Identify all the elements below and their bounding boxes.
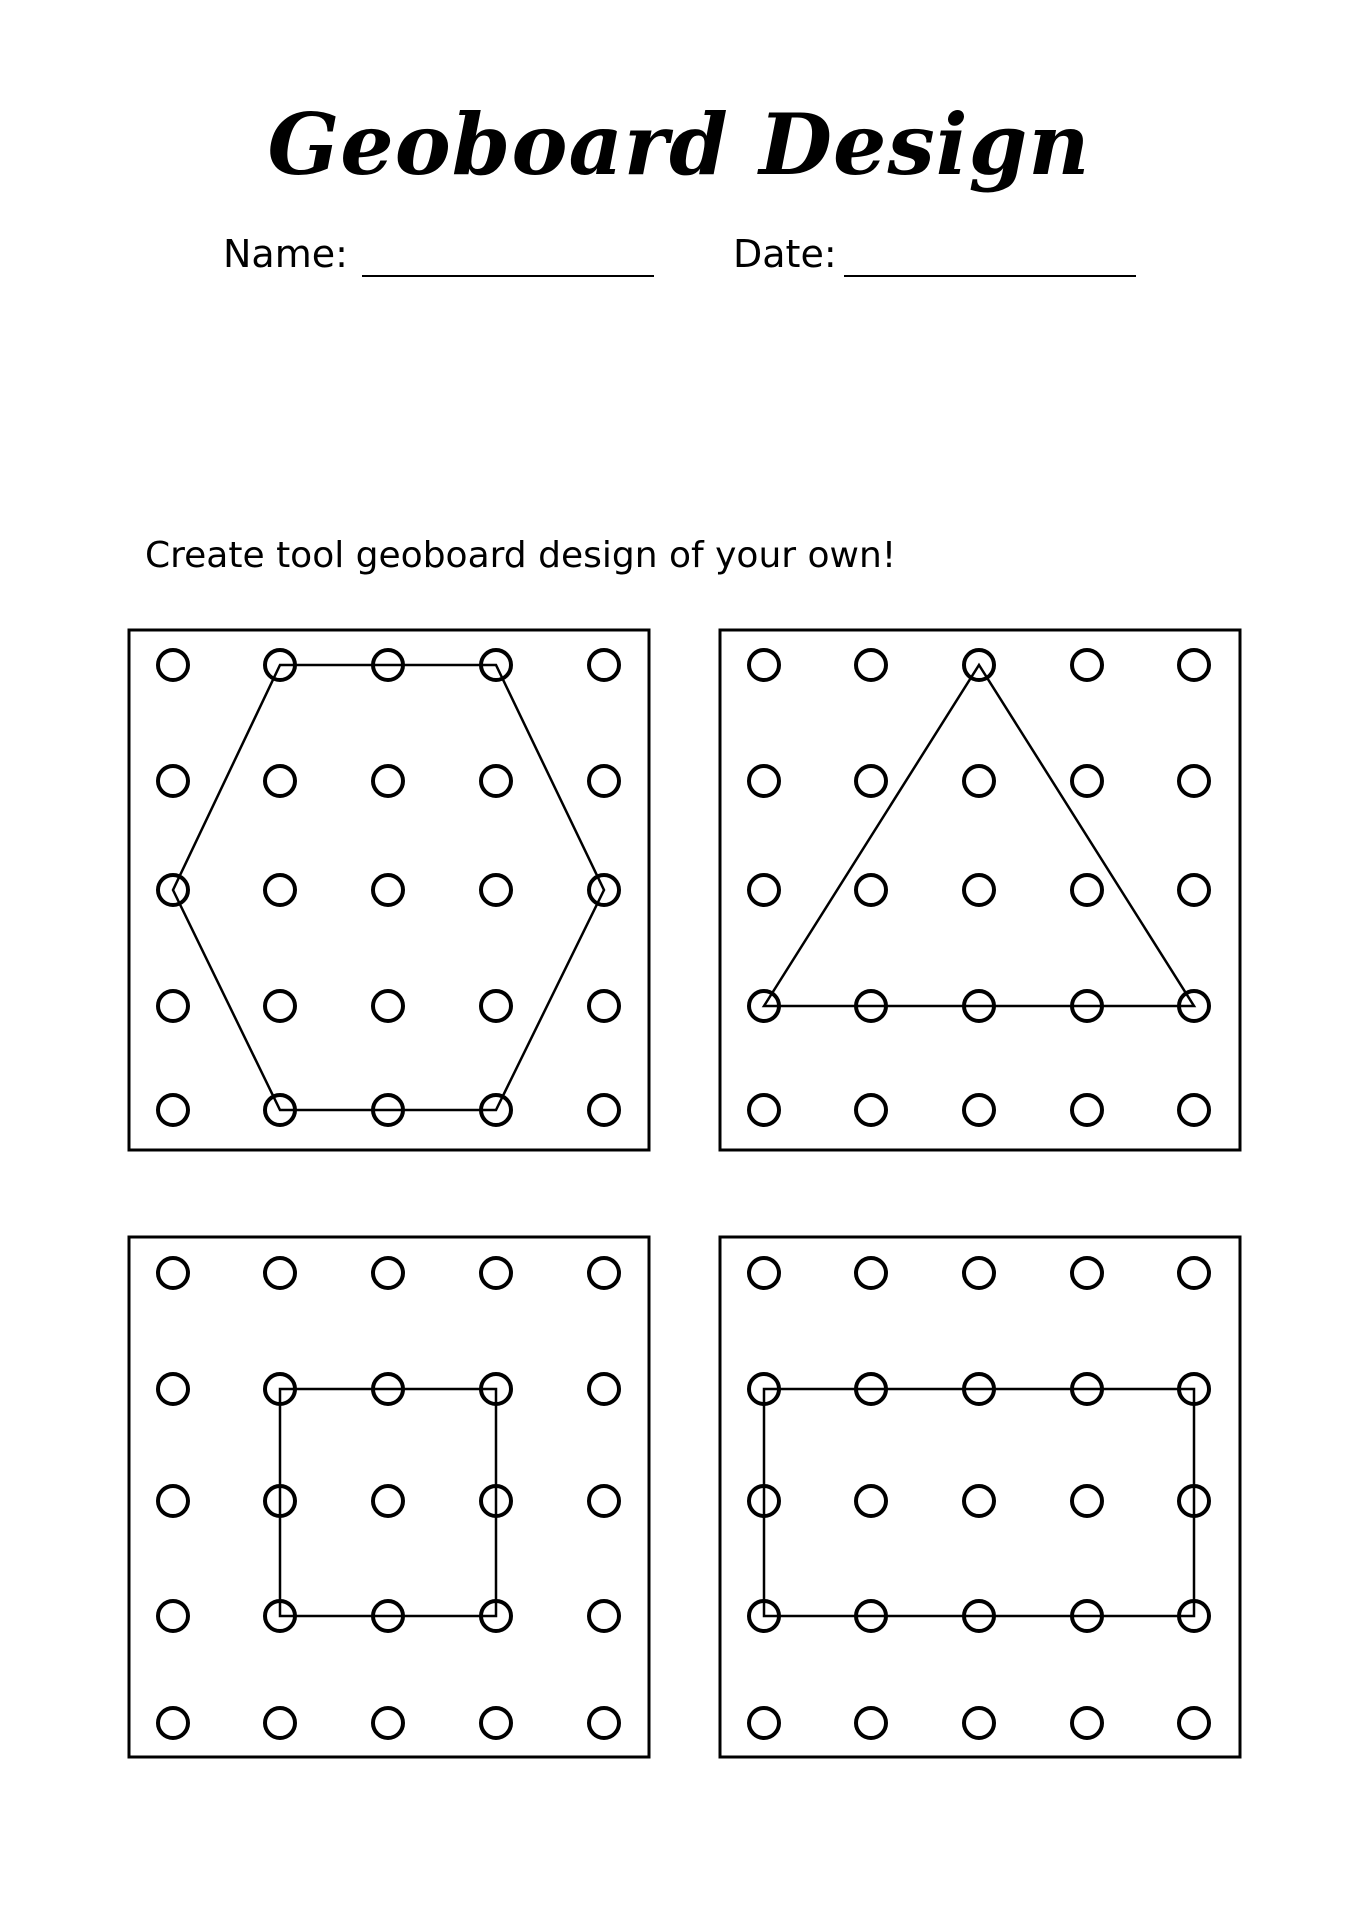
geoboard-peg[interactable] (964, 1486, 994, 1516)
geoboard-frame (720, 1237, 1240, 1757)
date-label: Date: (733, 232, 837, 276)
geoboard-peg[interactable] (749, 766, 779, 796)
geoboard-peg[interactable] (265, 991, 295, 1021)
geoboard-peg[interactable] (158, 766, 188, 796)
geoboard-peg[interactable] (856, 1095, 886, 1125)
geoboard-peg[interactable] (373, 1486, 403, 1516)
geoboard-peg[interactable] (749, 1258, 779, 1288)
geoboard-peg[interactable] (1179, 766, 1209, 796)
geoboard-peg[interactable] (481, 1258, 511, 1288)
geoboard-peg[interactable] (589, 1258, 619, 1288)
geoboard-peg[interactable] (1072, 1095, 1102, 1125)
page-title: Geoboard Design (267, 95, 1091, 194)
geoboard-peg[interactable] (589, 766, 619, 796)
geoboard-frame (720, 630, 1240, 1150)
geoboard-peg[interactable] (964, 766, 994, 796)
geoboard-peg[interactable] (589, 1095, 619, 1125)
geoboard-peg[interactable] (158, 1486, 188, 1516)
geoboard-peg[interactable] (265, 1708, 295, 1738)
geoboard-bottom-right (720, 1237, 1240, 1757)
geoboard-peg[interactable] (1179, 1095, 1209, 1125)
name-label: Name: (223, 232, 348, 276)
geoboard-peg[interactable] (1072, 875, 1102, 905)
geoboard-peg[interactable] (265, 875, 295, 905)
geoboard-peg[interactable] (964, 1708, 994, 1738)
geoboard-peg[interactable] (158, 650, 188, 680)
geoboard-peg[interactable] (749, 650, 779, 680)
geoboard-peg[interactable] (158, 1708, 188, 1738)
geoboard-peg[interactable] (265, 1258, 295, 1288)
instruction-text: Create tool geoboard design of your own! (145, 535, 897, 576)
geoboard-peg[interactable] (481, 1708, 511, 1738)
geoboard-peg[interactable] (158, 1258, 188, 1288)
geoboard-peg[interactable] (964, 875, 994, 905)
geoboard-peg[interactable] (589, 1486, 619, 1516)
geoboard-peg[interactable] (1179, 650, 1209, 680)
geoboard-peg[interactable] (749, 1095, 779, 1125)
geoboard-peg[interactable] (964, 1258, 994, 1288)
geoboard-peg[interactable] (1072, 1486, 1102, 1516)
geoboard-peg[interactable] (1072, 766, 1102, 796)
geoboard-peg[interactable] (749, 1708, 779, 1738)
geoboard-peg[interactable] (856, 875, 886, 905)
geoboard-peg[interactable] (158, 1601, 188, 1631)
geoboard-peg[interactable] (373, 766, 403, 796)
geoboard-peg[interactable] (158, 1095, 188, 1125)
geoboard-peg[interactable] (373, 1708, 403, 1738)
geoboard-peg[interactable] (589, 650, 619, 680)
geoboard-peg[interactable] (1072, 650, 1102, 680)
geoboard-peg[interactable] (1179, 1708, 1209, 1738)
geoboard-bottom-left (129, 1237, 649, 1757)
geoboard-frame (129, 1237, 649, 1757)
geoboard-peg[interactable] (1072, 1708, 1102, 1738)
geoboard-top-left (129, 630, 649, 1150)
geoboard-peg[interactable] (265, 766, 295, 796)
geoboard-peg[interactable] (589, 1708, 619, 1738)
geoboard-top-right (720, 630, 1240, 1150)
geoboard-peg[interactable] (856, 766, 886, 796)
geoboard-peg[interactable] (856, 1486, 886, 1516)
geoboard-peg[interactable] (589, 1601, 619, 1631)
geoboard-peg[interactable] (158, 1374, 188, 1404)
hexagon-band (173, 665, 604, 1110)
geoboard-peg[interactable] (481, 875, 511, 905)
geoboard-peg[interactable] (373, 991, 403, 1021)
geoboard-peg[interactable] (856, 1258, 886, 1288)
geoboard-peg[interactable] (1179, 1258, 1209, 1288)
geoboard-peg[interactable] (589, 991, 619, 1021)
geoboard-peg[interactable] (1072, 1258, 1102, 1288)
geoboard-peg[interactable] (373, 875, 403, 905)
geoboard-peg[interactable] (481, 991, 511, 1021)
rectangle-band (764, 1389, 1194, 1616)
geoboard-peg[interactable] (749, 875, 779, 905)
geoboard-peg[interactable] (856, 650, 886, 680)
geoboard-frame (129, 630, 649, 1150)
geoboard-peg[interactable] (856, 1708, 886, 1738)
geoboard-peg[interactable] (481, 766, 511, 796)
geoboard-peg[interactable] (1179, 875, 1209, 905)
triangle-band (764, 665, 1194, 1006)
geoboard-peg[interactable] (373, 1258, 403, 1288)
square-band (280, 1389, 496, 1616)
geoboard-peg[interactable] (158, 991, 188, 1021)
geoboard-peg[interactable] (589, 1374, 619, 1404)
geoboard-peg[interactable] (964, 1095, 994, 1125)
